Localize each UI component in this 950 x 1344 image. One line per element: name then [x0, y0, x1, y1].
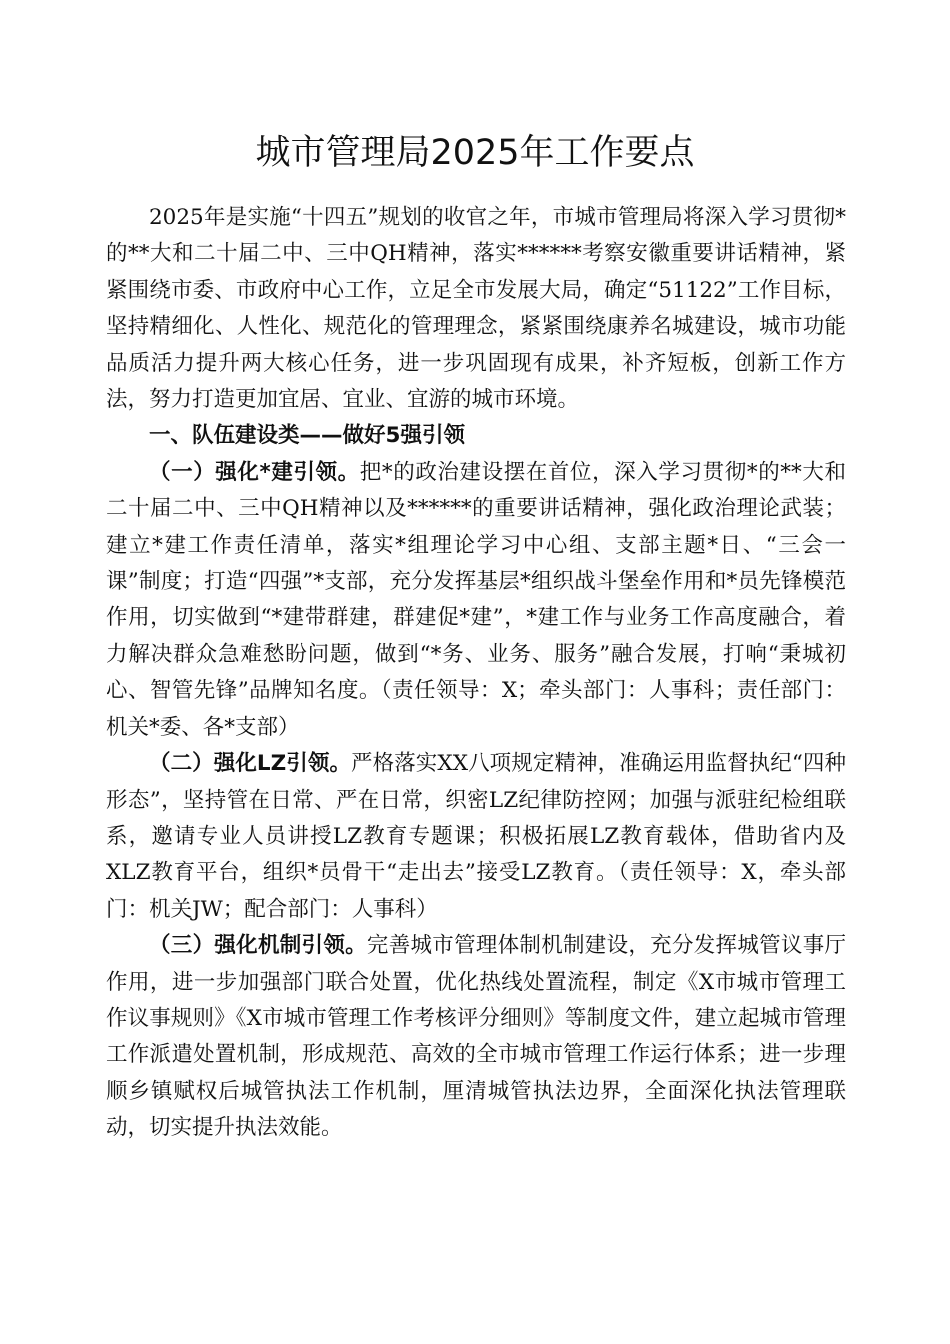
document-body — [106, 200, 846, 1147]
item-paragraph-3 — [106, 928, 846, 1146]
item-text: 把*的政治建设摆在首位，深入学习贯彻*的**大和二十届二中、三中QH精神以及******的重要讲话精神，强化政治理论武装；建立*建工作责任清单，落实*组理论学习中心组、支部主题*日、“三会一课”制度；打造“四强”*支部，充分发挥基层*组织战斗堡垒作用和*员先锋模范作用，切实做到“*建带群建，群建促*建”，*建工作与业务工作高度融合，着力解决群众急难愁盼问题，做到“*务、业务、服务”融合发展，打响“秉城初心、智管先锋”品牌知名度。（责任领导：X；牵头部门：人事科；责任部门：机关*委、各*支部） — [106, 459, 846, 740]
item-lead: （一）强化*建引领。 — [149, 459, 360, 485]
item-lead: （二）强化LZ引领。 — [149, 751, 352, 777]
item-lead: （三）强化机制引领。 — [149, 933, 367, 959]
document-title: 城市管理局2025年工作要点 — [255, 133, 695, 173]
item-text: 严格落实XX八项规定精神，准确运用监督执纪“四种形态”，坚持管在日常、严在日常，织密LZ纪律防控网；加强与派驻纪检组联系，邀请专业人员讲授LZ教育专题课；积极拓展LZ教育载体，借助省内及XLZ教育平台，组织*员骨干“走出去”接受LZ教育。（责任领导：X，牵头部门：机关JW；配合部门：人事科） — [106, 751, 846, 922]
section-heading: 一、队伍建设类——做好5强引领 — [149, 423, 465, 449]
item-paragraph-1 — [106, 455, 846, 746]
item-paragraph-2 — [106, 746, 846, 928]
intro-paragraph: 2025年是实施“十四五”规划的收官之年，市城市管理局将深入学习贯彻*的**大和二十届二中、三中QH精神，落实******考察安徽重要讲话精神，紧紧围绕市委、市政府中心工作，立足全市发展大局，确定“51122”工作目标，坚持精细化、人性化、规范化的管理理念，紧紧围绕康养名城建设，城市功能品质活力提升两大核心任务，进一步巩固现有成果，补齐短板，创新工作方法，努力打造更加宜居、宜业、宜游的城市环境。 — [106, 205, 846, 413]
item-text: 完善城市管理体制机制建设，充分发挥城管议事厅作用，进一步加强部门联合处置，优化热线处置流程，制定《X市城市管理工作议事规则》《X市城市管理工作考核评分细则》等制度文件，建立起城市管理工作派遣处置机制，形成规范、高效的全市城市管理工作运行体系；进一步理顺乡镇赋权后城管执法工作机制，厘清城管执法边界，全面深化执法管理联动，切实提升执法效能。 — [106, 933, 846, 1141]
